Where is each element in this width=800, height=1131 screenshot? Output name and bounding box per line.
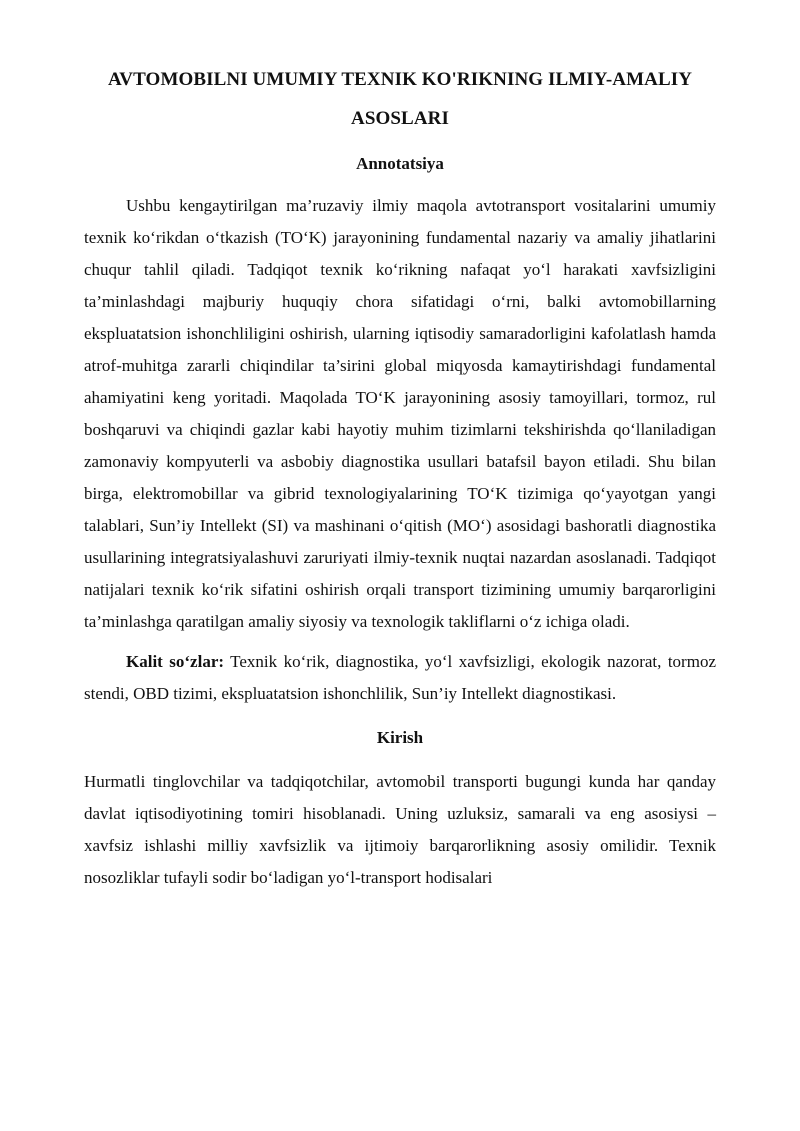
intro-heading: Kirish	[376, 728, 424, 747]
intro-paragraph: Hurmatli tinglovchilar va tadqiqotchilar, avtomobil transporti bugungi kunda har qanday davlat iqtisodiyotining tomiri hisoblanadi. Uning uzluksiz, samarali va eng asosiysi – xavfsiz ishlashi milliy xavfsizlik va ijtimoiy barqarorlikning asosiy omilidir. Texnik nosozliklar tufayli sodir bo‘ladigan yo‘l-transport hodisalari	[84, 772, 716, 887]
keywords-label: Kalit so‘zlar:	[126, 652, 225, 671]
keywords-paragraph	[84, 646, 716, 710]
abstract-paragraph: Ushbu kengaytirilgan ma’ruzaviy ilmiy maqola avtotransport vositalarini umumiy texnik ko‘rikdan o‘tkazish (TO‘K) jarayonining fundamental nazariy va amaliy jihatlarini chuqur tahlil qiladi. Tadqiqot texnik ko‘rikning nafaqat yo‘l harakati xavfsizligini ta’minlashdagi majburiy huquqiy chora sifatidagi o‘rni, balki avtomobillarning ekspluatatsion ishonchliligini oshirish, ularning iqtisodiy samaradorligini kafolatlash hamda atrof-muhitga zararli chiqindilar ta’sirini global miqyosda kamaytirishdagi fundamental ahamiyatini keng yoritadi. Maqolada TO‘K jarayonining asosiy tamoyillari, tormoz, rul boshqaruvi va chiqindi gazlar kabi hayotiy muhim tizimlarni tekshirishda qo‘llaniladigan zamonaviy kompyuterli va asbobiy diagnostika usullari batafsil bayon etiladi. Shu bilan birga, elektromobillar va gibrid texnologiyalarining TO‘K tizimiga qo‘yayotgan yangi talablari, Sun’iy Intellekt (SI) va mashinani o‘qitish (MO‘) asosidagi bashoratli diagnostika usullarining integratsiyalashuvi zaruriyati ilmiy-texnik nuqtai nazardan asoslanadi. Tadqiqot natijalari texnik ko‘rik sifatini oshirish orqali transport tizimining umumiy barqarorligini ta’minlashga qaratilgan amaliy siyosiy va texnologik takliflarni o‘z ichiga oladi.	[84, 196, 716, 631]
document-page	[84, 60, 716, 894]
page-title: AVTOMOBILNI UMUMIY TEXNIK KO'RIKNING ILMIY-AMALIY ASOSLARI	[107, 69, 693, 129]
annotation-heading: Annotatsiya	[356, 154, 444, 173]
keywords-text: Texnik ko‘rik, diagnostika, yo‘l xavfsizligi, ekologik nazorat, tormoz stendi, OBD tizimi, ekspluatatsion ishonchlilik, Sun’iy Intellekt diagnostikasi.	[84, 652, 716, 703]
